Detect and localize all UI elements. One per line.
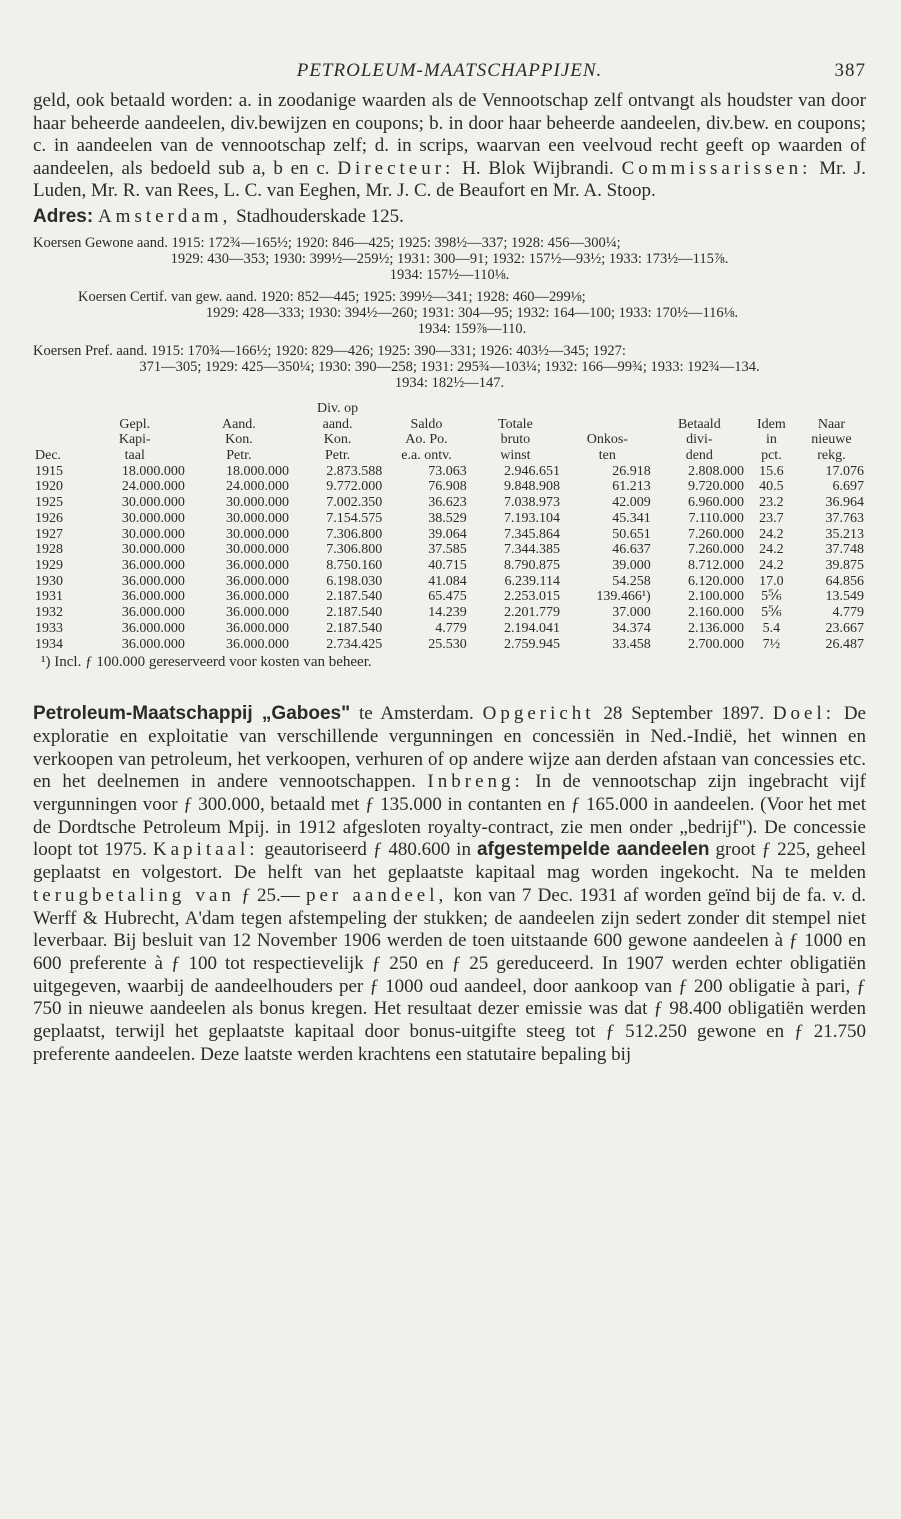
table-cell: 7.260.000: [687, 526, 744, 542]
gaboes-text: kon van 7 Dec. 1931 af worden geïnd bij de fa. v. d. Werff & Hubrecht, A'dam tegen afstempeling der stukken; de aandeelen zijn sedert zonder dit stempel niet leverbaar. Bij besluit van 12 November 1906 werden de toen uitstaande 600 gewone aandeelen à ƒ 1000 en 600 preferente à ƒ 100 tot respectievelijk ƒ 250 en ƒ 25 gereduceerd. In 1907 werden echter obligatiën uitgegeven, waarbij de aandeelhouders per ƒ 1000 oud aandeel, door aankoop van ƒ 200 obligatie à pari, ƒ 750 in nieuwe aandeelen als bonus kregen. Het resultaat dezer emissie was dat ƒ 98.400 obligatiën werden geplaatst, terwijl het geplaatste kapitaal door bonus-uitgifte steeg tot ƒ 512.250 gewone en ƒ 21.750 preferente aandeelen. Deze laatste werden krachtens een statutaire bepaling bij: [33, 884, 866, 1065]
table-cell: 8.790.875: [504, 558, 561, 573]
column-header-line: Idem: [757, 416, 786, 432]
table-cell: 39.064: [428, 526, 467, 542]
table-cell: 37.748: [825, 542, 864, 558]
table-cell: 65.475: [428, 589, 467, 605]
gaboes-text: ƒ 25.—: [234, 884, 306, 906]
table-cell: 6.239.114: [504, 573, 561, 589]
table-cell: 2.194.041: [504, 620, 561, 636]
table-cell: 37.585: [428, 542, 467, 558]
column-header-line: divi-: [686, 432, 713, 448]
table-cell: 30.000.000: [225, 526, 289, 542]
address-line: [33, 205, 866, 229]
column-header-line: Aand.: [221, 416, 256, 432]
table-cell: 7.110.000: [688, 510, 744, 526]
table-cell: 5⅚: [761, 589, 782, 605]
table-cell: 7½: [762, 636, 781, 652]
column-header-line: dend: [685, 448, 713, 464]
table-cell: 46.637: [612, 542, 651, 558]
address-label: Adres:: [33, 205, 94, 227]
table-cell: 13.549: [825, 589, 864, 605]
column-header-line: Saldo: [410, 416, 443, 432]
table-cell: 8.712.000: [687, 558, 744, 573]
gaboes-text: De exploratie en exploitatie van verschillende vergunningen en concessiën in Ned.-Indië, het winnen en verkoopen van petroleum, het verkoopen, verhuren of op andere wijze aan derden afstaan van concessies etc. en het deelnemen in andere vennootschappen.: [33, 703, 866, 793]
table-cell: 7.038.973: [504, 495, 561, 511]
table-cell: 24.2: [759, 526, 784, 542]
table-cell: 17.076: [825, 463, 864, 479]
commissarissen-names: Mr. J. Luden, Mr. R. van Rees, L. C. van Eeghen, Mr. J. C. de Beaufort en Mr. A. Stoop.: [33, 157, 867, 202]
commissarissen-label: Commissarissen:: [621, 157, 812, 179]
koersen-line: 371—305; 1929: 425—350¼; 1930: 390—258; 1931: 295¾—103¼; 1932: 166—99¾; 1933: 192¾—134.: [139, 358, 760, 375]
table-row: [33, 479, 866, 495]
table-cell: 54.258: [612, 573, 651, 589]
column-header: [797, 401, 866, 464]
column-header-line: taal: [124, 448, 145, 464]
table-cell: 7.193.104: [504, 510, 561, 526]
koersen-line: 1929: 428—333; 1930: 394½—260; 1931: 304—95; 1932: 164—100; 1933: 170½—116⅛.: [205, 304, 739, 321]
table-cell: 18.000.000: [121, 463, 185, 479]
table-cell: 30.000.000: [121, 542, 185, 558]
table-cell: 36.000.000: [121, 558, 185, 573]
table-footnote: ¹) Incl. ƒ 100.000 gereserveerd voor kosten van beheer.: [41, 654, 372, 671]
table-cell: 37.000: [612, 605, 651, 621]
table-cell: 1915: [35, 463, 63, 479]
column-header-line: ten: [598, 448, 616, 464]
table-cell: 23.667: [825, 620, 864, 636]
table-cell: 2.100.000: [687, 589, 744, 605]
table-cell: 5.4: [762, 620, 781, 636]
column-header-line: aand.: [322, 416, 353, 432]
table-row: [33, 511, 866, 527]
column-header-line: winst: [500, 448, 531, 464]
column-header-line: Div. op: [317, 400, 359, 416]
directeur-name: H. Blok Wijbrandi.: [462, 157, 614, 179]
doel-label: Doel:: [772, 703, 836, 725]
table-row: [33, 621, 866, 637]
table-header-row: [33, 401, 866, 464]
inbreng-label: Inbreng:: [427, 771, 524, 793]
table-cell: 2.734.425: [326, 636, 383, 652]
column-header-line: bruto: [500, 432, 531, 448]
table-cell: 2.201.779: [504, 605, 561, 621]
table-cell: 14.239: [428, 605, 467, 621]
column-header-line: rekg.: [817, 448, 846, 464]
table-cell: 36.000.000: [121, 620, 185, 636]
column-header-line: nieuwe: [811, 432, 852, 448]
gaboes-text: In de vennootschap zijn ingebracht vijf vergunningen voor ƒ 300.000, betaald met ƒ 135.000 in contanten en ƒ 165.000 in aandeelen. (Voor het met de Dordtsche Petroleum Mpij. in 1912 afgesloten royalty-contract, zie men onder „bedrijf"). De concessie loopt tot 1975.: [33, 771, 867, 861]
table-cell: 36.000.000: [225, 605, 289, 621]
table-cell: 24.2: [759, 558, 784, 573]
table-cell: 5⅚: [761, 605, 782, 621]
table-row: [33, 495, 866, 511]
gaboes-text: geautoriseerd ƒ 480.600 in: [258, 839, 477, 861]
column-header-line: Kon.: [323, 432, 352, 448]
column-header: [83, 401, 187, 464]
column-header-line: Gepl.: [119, 416, 151, 432]
table-cell: 36.000.000: [121, 636, 185, 652]
column-header: [33, 401, 83, 464]
page-number: 387: [834, 60, 866, 81]
table-cell: 23.7: [759, 510, 784, 526]
table-cell: 40.715: [428, 558, 467, 573]
terugbetaling-label: terugbetaling van: [33, 884, 235, 906]
table-cell: 2.160.000: [687, 605, 744, 621]
table-cell: 1920: [35, 479, 63, 495]
table-cell: 76.908: [428, 479, 467, 495]
table-cell: 33.458: [612, 636, 651, 652]
section-spacer: [33, 671, 866, 703]
column-header-line: Naar: [817, 416, 846, 432]
gaboes-text: te Amsterdam.: [350, 703, 483, 725]
gaboes-section: [33, 703, 866, 1066]
table-cell: 7.345.864: [504, 526, 561, 542]
gaboes-text: 28 September 1897.: [594, 703, 773, 725]
financial-table: [33, 401, 866, 652]
column-header-line: in: [765, 432, 777, 448]
column-header: [746, 401, 797, 464]
directeur-label: Directeur:: [337, 157, 455, 179]
table-cell: 1929: [35, 558, 63, 573]
table-cell: 1930: [35, 573, 63, 589]
table-cell: 30.000.000: [225, 495, 289, 511]
table-cell: 1927: [35, 526, 63, 542]
column-header-line: pct.: [761, 448, 782, 464]
column-header-line: Totale: [498, 416, 533, 432]
table-cell: 9.720.000: [687, 479, 744, 495]
table-cell: 36.000.000: [225, 573, 289, 589]
gaboes-text: groot ƒ 225, geheel geplaatst en volgestort. De helft van het geplaatste kapitaal mag worden ingekocht. Na te melden: [33, 839, 866, 884]
table-cell: 36.000.000: [121, 589, 185, 605]
column-header: [469, 401, 562, 464]
table-cell: 9.848.908: [504, 479, 561, 495]
column-header: [384, 401, 469, 464]
column-header: [562, 401, 653, 464]
table-cell: 34.374: [612, 620, 651, 636]
table-cell: 24.2: [759, 542, 784, 558]
per-aandeel-label: per aandeel,: [305, 884, 448, 906]
table-cell: 6.960.000: [687, 495, 744, 511]
table-cell: 8.750.160: [326, 558, 383, 573]
table-cell: 2.700.000: [687, 636, 744, 652]
address-city: Amsterdam,: [97, 205, 232, 227]
table-cell: 23.2: [759, 495, 784, 511]
table-cell: 39.875: [825, 558, 864, 573]
table-cell: 61.213: [612, 479, 651, 495]
table-cell: 25.530: [428, 636, 467, 652]
table-cell: 64.856: [825, 573, 864, 589]
table-row: [33, 527, 866, 543]
table-cell: 50.651: [612, 526, 651, 542]
kapitaal-label: Kapitaal:: [152, 839, 259, 861]
table-cell: 36.000.000: [225, 636, 289, 652]
table-cell: 7.260.000: [687, 542, 744, 558]
intro-paragraph: [33, 90, 866, 203]
table-cell: 73.063: [428, 463, 467, 479]
table-row: [33, 464, 866, 480]
table-cell: 1931: [35, 589, 63, 605]
table-cell: 36.964: [825, 495, 864, 511]
table-cell: 6.120.000: [687, 573, 744, 589]
table-cell: 4.779: [832, 605, 864, 621]
table-cell: 35.213: [825, 526, 864, 542]
koersen-preferente: [33, 343, 866, 391]
column-header-line: Ao. Po.: [405, 432, 448, 448]
column-header-line: Onkos-: [586, 432, 628, 448]
table-cell: 2.873.588: [326, 463, 383, 479]
table-cell: 42.009: [612, 495, 651, 511]
table-cell: 1933: [35, 620, 63, 636]
column-header-line: Betaald: [677, 416, 721, 432]
table-cell: 1934: [35, 636, 63, 652]
koersen-line: Koersen Pref. aand. 1915: 170¾—166½; 1920: 829—426; 1925: 390—331; 1926: 403½—345; 1927:: [33, 342, 626, 359]
column-header-line: Kon.: [225, 432, 253, 448]
table-cell: 2.253.015: [504, 589, 561, 605]
table-cell: 45.341: [612, 510, 651, 526]
koersen-line: 1934: 157½—110⅛.: [389, 266, 510, 283]
table-cell: 18.000.000: [225, 463, 289, 479]
table-cell: 36.000.000: [225, 589, 289, 605]
table-cell: 30.000.000: [121, 495, 185, 511]
table-cell: 7.306.800: [326, 542, 383, 558]
table-cell: 7.306.800: [326, 526, 383, 542]
column-header-line: e.a. ontv.: [401, 448, 452, 464]
table-cell: 2.808.000: [687, 463, 744, 479]
intro-text: geld, ook betaald worden: a. in zoodanige waarden als de Vennootschap zelf ontvangt als houdster van door haar beheerde aandeelen, div.bewijzen en coupons; b. in door haar beheerde aandeelen, div.bew. en coupons; c. in aandeelen van de vennootschap zelf; d. in scrips, waarvan een veelvoud recht geeft op waarden of aandeelen, als bedoeld sub a, b en c.: [33, 90, 866, 179]
table-cell: 30.000.000: [121, 510, 185, 526]
koersen-line: 1929: 430—353; 1930: 399½—259½; 1931: 300—91; 1932: 157½—93½; 1933: 173½—115⅞.: [170, 250, 729, 267]
table-row: [33, 542, 866, 558]
table-cell: 26.918: [612, 463, 651, 479]
column-header: [291, 401, 384, 464]
koersen-line: 1934: 182½—147.: [394, 374, 505, 391]
table-cell: 36.000.000: [121, 573, 185, 589]
table-cell: 7.344.385: [504, 542, 561, 558]
table-body: [33, 464, 866, 652]
table-cell: 17.0: [759, 573, 784, 589]
koersen-line: Koersen Certif. van gew. aand. 1920: 852—445; 1925: 399½—341; 1928: 460—299⅛;: [78, 288, 586, 305]
table-cell: 2.946.651: [504, 463, 561, 479]
table-cell: 38.529: [428, 510, 467, 526]
table-cell: 6.697: [832, 479, 864, 495]
table-cell: 6.198.030: [326, 573, 383, 589]
address-street: Stadhouderskade 125.: [236, 205, 404, 227]
table-cell: 2.187.540: [326, 620, 383, 636]
table-cell: 2.136.000: [687, 620, 744, 636]
table-cell: 37.763: [825, 510, 864, 526]
table-cell: 24.000.000: [225, 479, 289, 495]
table-cell: 2.187.540: [326, 605, 383, 621]
column-header: [653, 401, 746, 464]
table-cell: 30.000.000: [225, 510, 289, 526]
column-header-line: Petr.: [324, 448, 351, 464]
column-header-line: Dec.: [35, 448, 62, 464]
table-cell: 39.000: [612, 558, 651, 573]
table-cell: 4.779: [435, 620, 467, 636]
koersen-line: 1934: 159⅞—110.: [417, 320, 527, 337]
column-header: [187, 401, 291, 464]
table-row: [33, 605, 866, 621]
column-header-line: Kapi-: [118, 432, 151, 448]
koersen-gewone: [33, 235, 866, 283]
table-cell: 1925: [35, 495, 63, 511]
table-cell: 40.5: [759, 479, 784, 495]
table-cell: 139.466¹): [596, 589, 651, 605]
koersen-certificaten: [33, 289, 866, 337]
column-header-line: Petr.: [226, 448, 252, 464]
company-title: Petroleum-Maatschappij „Gaboes": [33, 703, 351, 725]
running-title: PETROLEUM-MAATSCHAPPIJEN.: [296, 60, 603, 81]
table-cell: 7.002.350: [326, 495, 383, 511]
table-cell: 2.187.540: [326, 589, 383, 605]
table-cell: 7.154.575: [326, 510, 383, 526]
table-cell: 36.000.000: [121, 605, 185, 621]
table-cell: 9.772.000: [326, 479, 383, 495]
table-cell: 36.623: [428, 495, 467, 511]
table-row: [33, 574, 866, 590]
table-cell: 36.000.000: [225, 620, 289, 636]
table-cell: 30.000.000: [225, 542, 289, 558]
table-cell: 15.6: [759, 463, 784, 479]
table-cell: 36.000.000: [225, 558, 289, 573]
afgestempelde-label: afgestempelde aandeelen: [476, 839, 710, 861]
table-cell: 26.487: [825, 636, 864, 652]
table-cell: 30.000.000: [121, 526, 185, 542]
table-row: [33, 637, 866, 653]
koersen-line: Koersen Gewone aand. 1915: 172¾—165½; 1920: 846—425; 1925: 398½—337; 1928: 456—300¼;: [33, 234, 621, 251]
table-cell: 1928: [35, 542, 63, 558]
table-row: [33, 589, 866, 605]
table-cell: 2.759.945: [504, 636, 561, 652]
table-cell: 1932: [35, 605, 63, 621]
table-row: [33, 558, 866, 574]
table-cell: 1926: [35, 510, 63, 526]
table-cell: 24.000.000: [121, 479, 185, 495]
table-cell: 41.084: [428, 573, 467, 589]
running-header: [33, 60, 866, 90]
opgericht-label: Opgericht: [482, 703, 595, 725]
